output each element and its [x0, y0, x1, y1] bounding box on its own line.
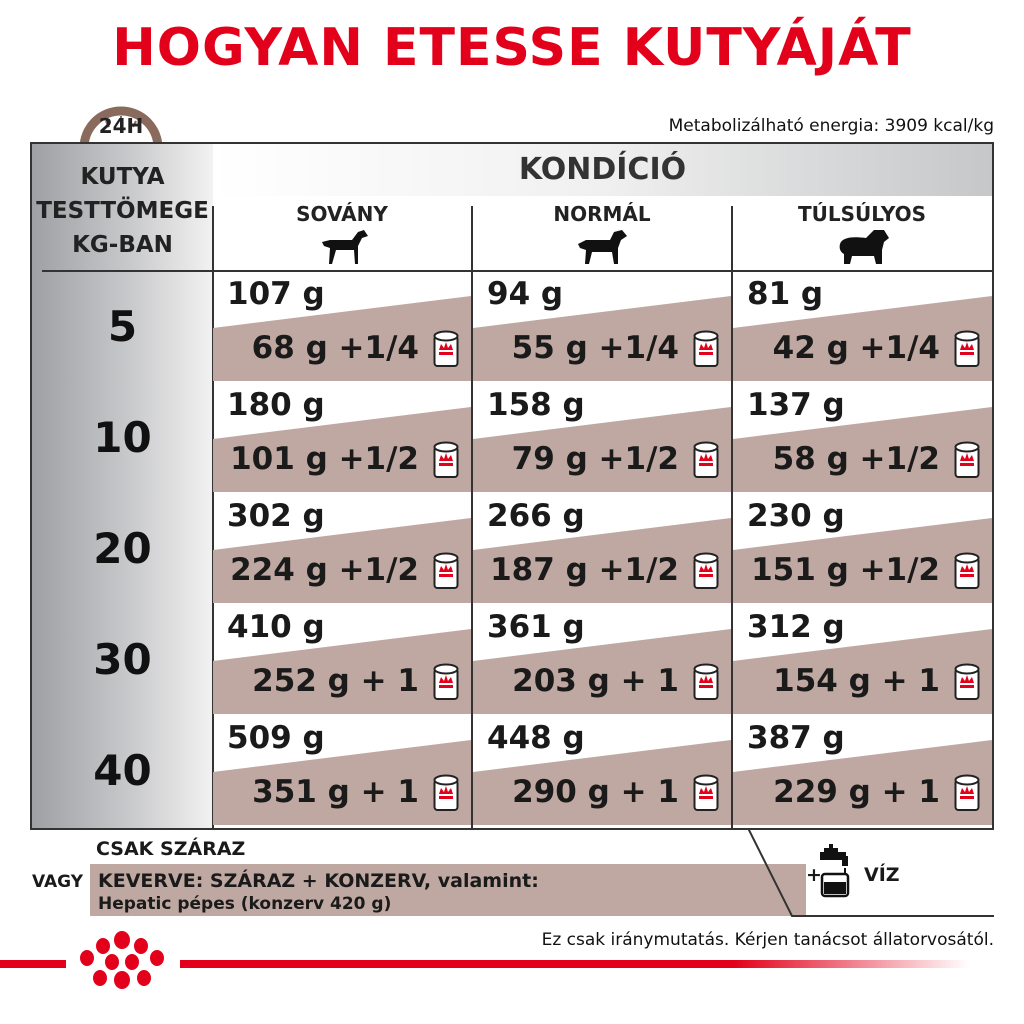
dry-amount: 410 g [227, 609, 325, 645]
row-weight-label: 30 [93, 635, 152, 684]
dry-amount: 302 g [227, 498, 325, 534]
column-header-thin: SOVÁNY [296, 202, 388, 226]
row-weight-label: 5 [107, 302, 138, 351]
mixed-amount: 55 g +1/4 [511, 330, 679, 366]
weight-header-line: TESTTÖMEGE [36, 198, 209, 224]
dry-amount: 94 g [487, 276, 564, 312]
mixed-amount: 154 g + 1 [773, 663, 940, 699]
legend-mixed: KEVERVE: SZÁRAZ + KONZERV, valamint: [98, 870, 539, 892]
mixed-amount: 79 g +1/2 [511, 441, 679, 477]
water-label: VÍZ [864, 864, 900, 886]
weight-header-line: KG-BAN [72, 232, 173, 258]
row-weight-label: 20 [93, 524, 152, 573]
dry-amount: 158 g [487, 387, 585, 423]
table-frame [30, 142, 994, 830]
column-header-overweight: TÚLSÚLYOS [797, 202, 927, 226]
water-tap-icon [816, 844, 856, 898]
dry-amount: 509 g [227, 720, 325, 756]
water-plus: + [806, 864, 822, 886]
condition-header-label: KONDÍCIÓ [518, 152, 687, 187]
page-title: HOGYAN ETESSE KUTYÁJÁT [112, 18, 912, 78]
dry-amount: 107 g [227, 276, 325, 312]
energy-info: Metabolizálható energia: 3909 kcal/kg [668, 116, 994, 136]
dry-amount: 81 g [747, 276, 824, 312]
mixed-amount: 101 g +1/2 [230, 441, 419, 477]
dry-amount: 312 g [747, 609, 845, 645]
column-header-normal: NORMÁL [553, 202, 651, 226]
mixed-amount: 252 g + 1 [252, 663, 419, 699]
mixed-amount: 290 g + 1 [512, 774, 679, 810]
mixed-amount: 68 g +1/4 [251, 330, 419, 366]
mixed-amount: 151 g +1/2 [751, 552, 940, 588]
mixed-amount: 58 g +1/2 [772, 441, 940, 477]
brand-line-left [0, 960, 66, 968]
disclaimer: Ez csak iránymutatás. Kérjen tanácsot állatorvosától. [541, 930, 994, 950]
clock-label: 24H [98, 114, 144, 138]
dry-amount: 361 g [487, 609, 585, 645]
dry-amount: 137 g [747, 387, 845, 423]
legend-dry-only: CSAK SZÁRAZ [96, 838, 246, 860]
mixed-amount: 229 g + 1 [773, 774, 940, 810]
mixed-amount: 42 g +1/4 [772, 330, 940, 366]
weight-header-line: KUTYA [80, 164, 165, 190]
dry-amount: 230 g [747, 498, 845, 534]
dry-amount: 180 g [227, 387, 325, 423]
royal-canin-crown-logo [70, 930, 174, 996]
mixed-amount: 224 g +1/2 [230, 552, 419, 588]
mixed-amount: 351 g + 1 [252, 774, 419, 810]
legend-mixed-detail: Hepatic pépes (konzerv 420 g) [98, 894, 392, 914]
legend-or: VAGY [32, 872, 84, 892]
brand-line-right [180, 960, 970, 968]
dry-amount: 266 g [487, 498, 585, 534]
dry-amount: 387 g [747, 720, 845, 756]
mixed-amount: 203 g + 1 [512, 663, 679, 699]
row-weight-label: 10 [93, 413, 152, 462]
dry-amount: 448 g [487, 720, 585, 756]
row-weight-label: 40 [93, 746, 152, 795]
mixed-amount: 187 g +1/2 [490, 552, 679, 588]
